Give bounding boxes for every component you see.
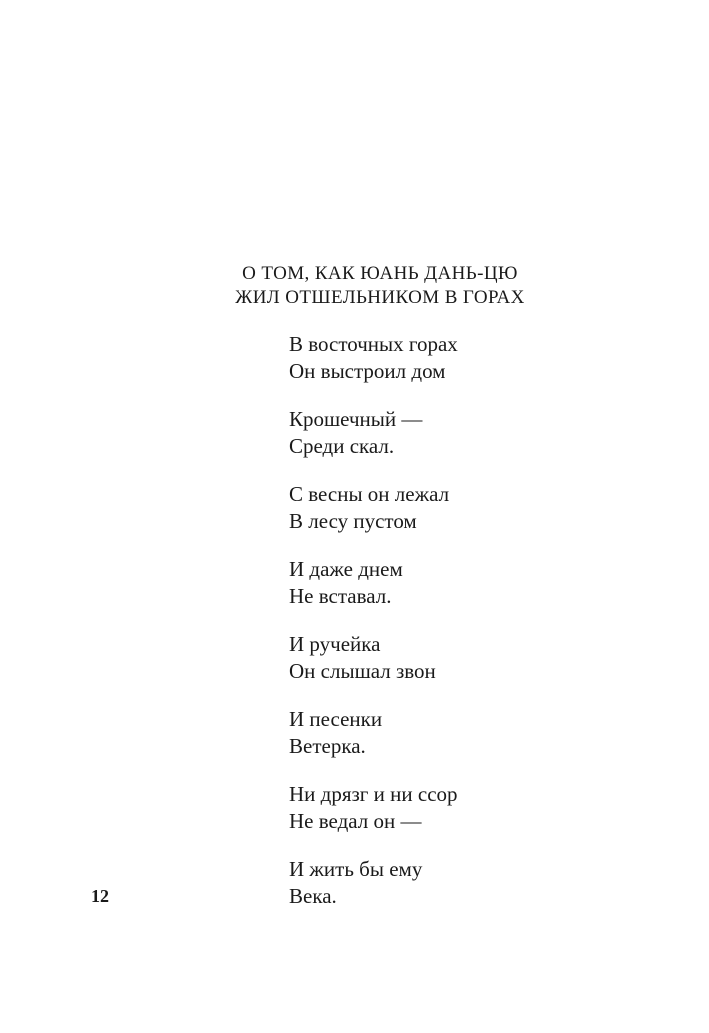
poem-line: Века. [289,884,337,908]
page-number: 12 [91,886,109,906]
poem-line: В восточных горах [289,332,458,356]
poem-line: Не вставал. [289,584,392,608]
poem-line: Ветерка. [289,734,366,758]
poem-line: Он слышал звон [289,659,436,683]
stanza-1 [289,331,689,385]
stanza-4 [289,556,689,610]
poem-line: С весны он лежал [289,482,450,506]
poem-line: В лесу пустом [289,509,417,533]
poem-title [0,262,709,310]
poem-line: Среди скал. [289,434,395,458]
poem-title-line-2: ЖИЛ ОТШЕЛЬНИКОМ В ГОРАХ [235,287,525,308]
poem-line: И песенки [289,707,383,731]
stanza-6 [289,706,689,760]
stanza-5 [289,631,689,685]
poem-line: Крошечный — [289,407,423,431]
poem-line: Не ведал он — [289,809,422,833]
stanza-8 [289,856,689,910]
poem-line: И жить бы ему [289,857,423,881]
poem-line: И даже днем [289,557,403,581]
poem-line: Он выстроил дом [289,359,446,383]
stanza-3 [289,481,689,535]
stanza-7 [289,781,689,835]
poem-line: И ручейка [289,632,381,656]
poem-body [289,331,689,931]
poem-line: Ни дрязг и ни ссор [289,782,458,806]
stanza-2 [289,406,689,460]
poem-title-line-1: О ТОМ, КАК ЮАНЬ ДАНЬ-ЦЮ [242,263,518,284]
